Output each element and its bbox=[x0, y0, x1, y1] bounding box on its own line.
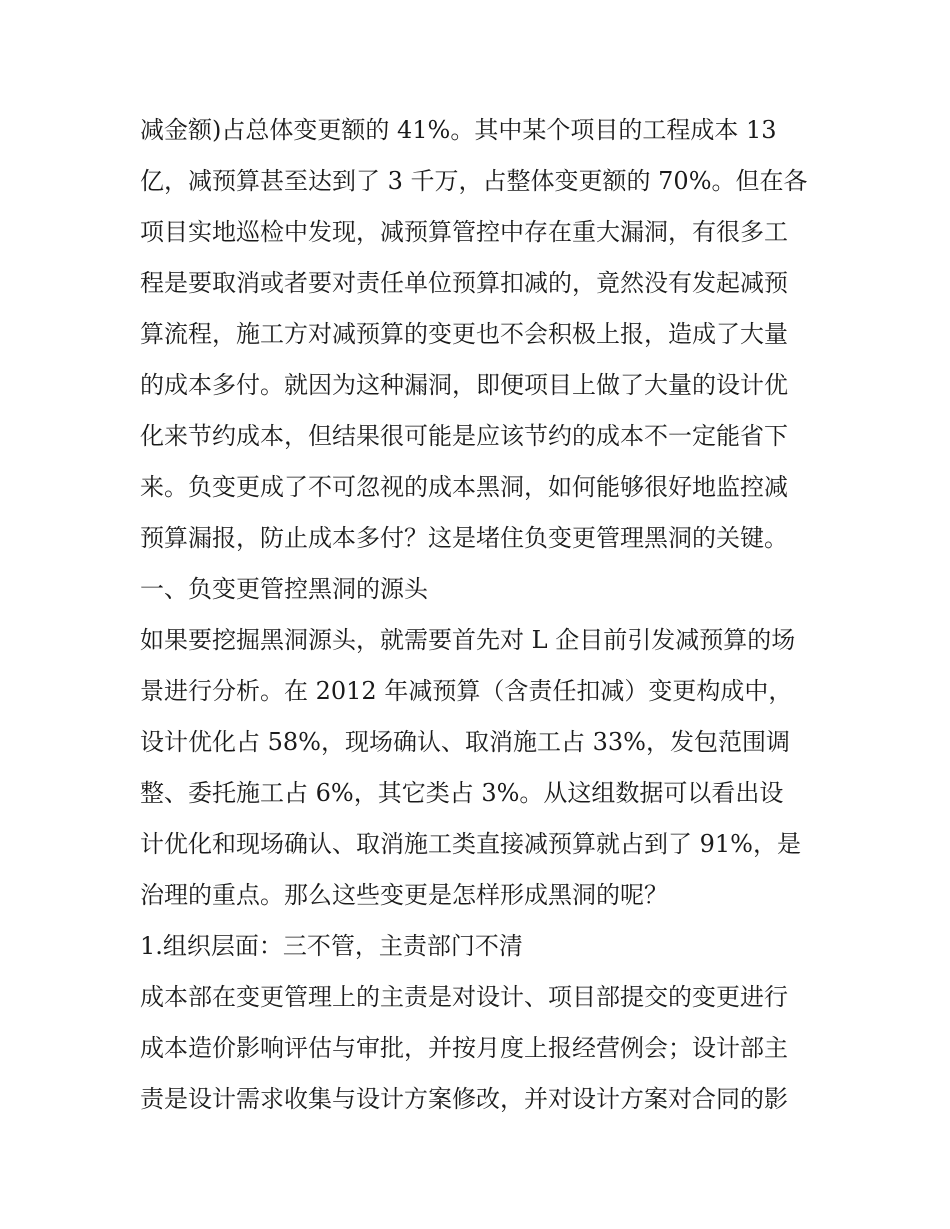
paragraph-line: 的成本多付。就因为这种漏洞，即便项目上做了大量的设计优 bbox=[140, 371, 788, 399]
paragraph-line: 亿，减预算甚至达到了 3 千万，占整体变更额的 70%。但在各 bbox=[140, 167, 808, 195]
paragraph-line: 整、委托施工占 6%，其它类占 3%。从这组数据可以看出设 bbox=[140, 779, 784, 807]
paragraph-line: 成本部在变更管理上的主责是对设计、项目部提交的变更进行 bbox=[140, 983, 788, 1011]
subsection-heading: 1.组织层面：三不管，主责部门不清 bbox=[140, 932, 523, 960]
paragraph-line: 算流程，施工方对减预算的变更也不会积极上报，造成了大量 bbox=[140, 320, 788, 348]
paragraph-line: 治理的重点。那么这些变更是怎样形成黑洞的呢？ bbox=[140, 881, 668, 909]
paragraph-line: 责是设计需求收集与设计方案修改，并对设计方案对合同的影 bbox=[140, 1085, 788, 1113]
paragraph-line: 景进行分析。在 2012 年减预算（含责任扣减）变更构成中， bbox=[140, 677, 793, 705]
paragraph-line: 计优化和现场确认、取消施工类直接减预算就占到了 91%，是 bbox=[140, 830, 801, 858]
paragraph-line: 成本造价影响评估与审批，并按月度上报经营例会；设计部主 bbox=[140, 1034, 788, 1062]
paragraph-line: 设计优化占 58%，现场确认、取消施工占 33%，发包范围调 bbox=[140, 728, 790, 756]
paragraph-line: 来。负变更成了不可忽视的成本黑洞，如何能够很好地监控减 bbox=[140, 473, 788, 501]
paragraph-line: 如果要挖掘黑洞源头，就需要首先对 L 企目前引发减预算的场 bbox=[140, 626, 796, 654]
paragraph-line: 程是要取消或者要对责任单位预算扣减的，竟然没有发起减预 bbox=[140, 269, 788, 297]
paragraph-line: 项目实地巡检中发现，减预算管控中存在重大漏洞，有很多工 bbox=[140, 218, 788, 246]
paragraph-line: 化来节约成本，但结果很可能是应该节约的成本不一定能省下 bbox=[140, 422, 788, 450]
paragraph-line: 减金额)占总体变更额的 41%。其中某个项目的工程成本 13 bbox=[140, 116, 777, 144]
section-heading: 一、负变更管控黑洞的源头 bbox=[140, 575, 428, 603]
paragraph-line: 预算漏报，防止成本多付？这是堵住负变更管理黑洞的关键。 bbox=[140, 524, 788, 552]
